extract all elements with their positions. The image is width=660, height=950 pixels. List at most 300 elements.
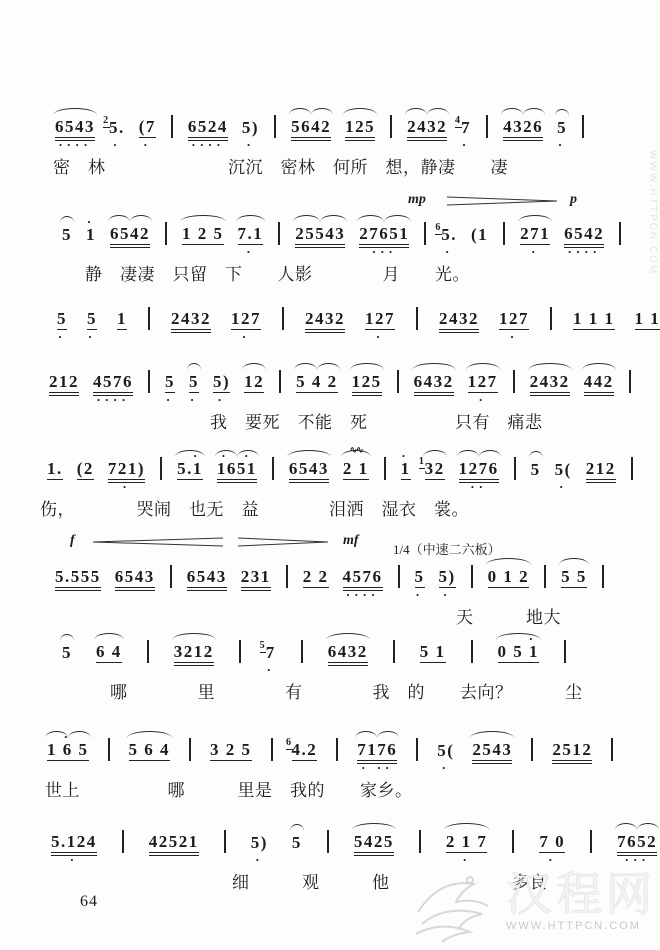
slur-arc — [294, 363, 317, 370]
slur-arc — [326, 633, 370, 640]
lyrics-row: 静 凄凄 只留 下 人影 月 光。 — [85, 265, 470, 284]
slur-arc — [357, 215, 384, 222]
note-digits: 5 — [291, 833, 302, 852]
page-number: 64 — [80, 893, 98, 910]
note-digits: 5 — [530, 460, 541, 479]
slur-arc — [466, 363, 500, 370]
notes-row — [40, 445, 641, 494]
grace-note: 2 — [103, 114, 110, 126]
note-digits: 5425 — [353, 832, 394, 851]
note-group — [182, 225, 224, 245]
barline — [550, 307, 552, 330]
note-digits: 7652 — [617, 832, 658, 851]
octave-dots-below: · — [143, 137, 152, 152]
note-digits: 7.1 — [237, 224, 264, 243]
note-digits: 6543 — [288, 459, 329, 478]
note-group — [414, 373, 454, 393]
octave-dots-below: · — [87, 329, 97, 344]
note-group — [499, 309, 529, 344]
note-digits: 5 — [87, 309, 97, 328]
note-digits: 212 — [585, 459, 616, 478]
note-digits: 5.555 — [55, 567, 101, 586]
barline — [279, 370, 281, 393]
octave-dots-above: · — [401, 448, 410, 463]
note-group — [129, 741, 171, 761]
note-group — [93, 372, 133, 407]
note-digits: 1 2 5 — [182, 224, 224, 243]
note-digits: 125 — [345, 117, 376, 136]
slur-arc — [479, 450, 501, 457]
lyrics-row: 我 要死 不能 死 只有 痛悲 — [210, 413, 543, 432]
note-group — [635, 310, 660, 330]
barline — [148, 307, 150, 330]
note-digits: 1276 — [458, 459, 499, 478]
note-group — [365, 309, 395, 344]
decrescendo-hairpin — [238, 537, 328, 547]
note-digits: 6543 — [55, 117, 95, 136]
octave-dots-below: · — [557, 137, 567, 152]
barline — [631, 457, 633, 480]
note-digits: 5.124 — [51, 832, 97, 851]
octave-dots-above: · — [86, 214, 96, 229]
barline — [619, 222, 621, 245]
note-digits: 6432 — [413, 372, 454, 391]
note-group — [303, 568, 329, 588]
octave-dots-below: · — [255, 852, 264, 867]
note-digits: 5 — [62, 225, 72, 244]
octave-dots-below: · — [462, 852, 471, 867]
barline — [301, 640, 303, 663]
note-digits: 1 1 — [634, 309, 660, 328]
octave-dots-below: · — [266, 662, 275, 677]
slur-arc — [496, 631, 542, 646]
barline — [629, 370, 631, 393]
note-group — [77, 460, 94, 480]
notes-row — [44, 830, 660, 867]
note-digits: 5.1 — [177, 459, 203, 478]
note-group — [62, 644, 72, 663]
score-line — [55, 192, 629, 284]
note-group — [471, 226, 488, 245]
barline — [171, 115, 173, 138]
barline — [564, 640, 566, 663]
note-digits: 2 1 7 — [445, 832, 488, 851]
note-digits: 4576 — [93, 372, 133, 391]
watermark-text — [506, 869, 656, 932]
watermark — [412, 860, 656, 944]
note-digits: 25543 — [295, 224, 346, 243]
slur-arc — [94, 633, 124, 640]
barline — [416, 738, 418, 761]
note-group — [414, 567, 425, 602]
note-digits: 2432 — [529, 372, 570, 391]
note-digits: 127 — [231, 309, 261, 328]
note-digits: 127 — [365, 309, 395, 328]
watermark-site: WWW.HTTPCN.COM — [506, 920, 641, 932]
slur-arc — [53, 108, 97, 115]
barline — [486, 115, 488, 138]
barline — [393, 640, 395, 663]
note-group — [103, 114, 125, 152]
octave-dots-below: · — [189, 392, 199, 407]
octave-dots-below: · — [441, 760, 450, 775]
slur-arc — [60, 634, 74, 641]
octave-dots-below: ···· — [96, 392, 130, 407]
score-line — [48, 114, 592, 177]
barline — [148, 370, 150, 393]
note-digits: 2 1 — [342, 459, 369, 478]
slur-arc — [501, 108, 523, 115]
octave-dots-below: ···· — [345, 587, 380, 602]
octave-dots-below: · — [548, 852, 557, 867]
slur-arc — [237, 450, 259, 457]
slur-arc — [127, 731, 173, 738]
note-group — [292, 834, 302, 853]
barline — [327, 830, 329, 853]
slur-arc — [68, 731, 91, 738]
note-group — [110, 225, 150, 245]
barline — [531, 738, 533, 761]
note-digits: 2432 — [407, 117, 448, 136]
note-digits: 2543 — [472, 740, 513, 759]
note-group — [149, 833, 199, 853]
note-group — [617, 832, 658, 867]
slur-arc — [582, 363, 616, 370]
barline — [165, 222, 167, 245]
barline — [189, 738, 191, 761]
note-digits: 1 — [117, 309, 127, 328]
tempo-marking: 1/4（中速二六板） — [393, 542, 501, 557]
dynamic-marking: f — [70, 533, 75, 548]
barline — [611, 738, 613, 761]
barline — [582, 115, 584, 138]
note-digits: 32 — [424, 459, 445, 478]
score-line — [55, 631, 583, 702]
note-group — [400, 448, 411, 480]
score-line — [50, 307, 660, 344]
note-group — [51, 832, 97, 867]
barline — [384, 457, 386, 480]
octave-dots-below: · — [415, 587, 424, 602]
note-digits: 5 — [189, 372, 199, 391]
note-group — [554, 460, 572, 494]
slur-arc — [215, 450, 237, 457]
octave-dots-below: · — [165, 392, 175, 407]
note-group — [345, 118, 375, 138]
barline — [390, 115, 392, 138]
grace-note: 4 — [455, 114, 462, 126]
note-digits: 3 2 5 — [210, 740, 252, 759]
note-digits: 5 — [557, 118, 568, 137]
slur-arc — [528, 363, 572, 370]
mordent-icon: ∿∿ — [349, 445, 363, 456]
barline — [274, 115, 276, 138]
note-group — [435, 221, 457, 259]
note-group — [216, 448, 257, 480]
note-group — [55, 568, 101, 588]
note-group — [467, 372, 498, 407]
slur-arc — [529, 451, 543, 458]
octave-dots-below: · — [57, 329, 67, 344]
barline — [160, 457, 162, 480]
note-group — [437, 741, 455, 775]
slur-arc — [311, 108, 333, 115]
note-digits: 721) — [107, 459, 146, 478]
note-group — [557, 118, 568, 152]
note-group — [564, 224, 605, 259]
note-group — [488, 568, 530, 588]
slur-arc — [355, 731, 377, 738]
note-group — [342, 445, 369, 480]
note-digits: 5642 — [291, 117, 332, 136]
note-group — [96, 643, 122, 663]
note-group — [531, 461, 541, 480]
note-group — [171, 310, 211, 330]
octave-dots-below: · — [461, 137, 471, 152]
note-digits: 7 — [461, 118, 472, 137]
note-digits: 5. — [441, 225, 457, 244]
slur-arc — [175, 448, 205, 463]
note-group — [530, 373, 570, 393]
note-digits: 212 — [49, 372, 79, 391]
octave-dots-below: ···· — [567, 244, 601, 259]
note-group — [177, 448, 203, 480]
barline — [503, 222, 505, 245]
octave-dots-below: · — [478, 392, 487, 407]
note-digits: 7 — [265, 643, 276, 662]
slur-arc — [555, 109, 569, 116]
note-group — [359, 224, 410, 259]
note-digits: 6542 — [110, 224, 150, 243]
note-group — [115, 568, 155, 588]
note-digits: 6 4 — [96, 642, 122, 661]
note-digits: (2 — [76, 459, 94, 478]
note-digits: 1 — [86, 225, 96, 244]
note-group — [420, 643, 446, 663]
note-group — [352, 373, 382, 393]
score-line — [40, 729, 621, 800]
note-group — [520, 224, 551, 259]
slur-arc — [317, 363, 340, 370]
note-group — [357, 740, 398, 775]
note-digits: 6542 — [564, 224, 605, 243]
barline — [286, 565, 288, 588]
slur-arc — [60, 216, 74, 223]
note-group — [539, 832, 566, 867]
notes-row — [48, 114, 592, 152]
note-group — [87, 309, 97, 344]
note-digits: 7176 — [357, 740, 398, 759]
barline — [544, 565, 546, 588]
notes-row — [42, 370, 639, 407]
slur-arc — [352, 823, 396, 830]
note-group — [561, 568, 587, 588]
dynamic-marking: p — [570, 192, 577, 207]
note-digits: 27651 — [359, 224, 410, 243]
octave-dots-below: ·· — [470, 479, 487, 494]
barline — [271, 738, 273, 761]
note-digits: 5 6 4 — [128, 740, 170, 759]
slur-arc — [287, 450, 331, 457]
note-group — [213, 372, 231, 407]
barline — [239, 640, 241, 663]
slur-arc — [444, 823, 490, 830]
lyrics-row: 世上 哪 里是 我的 家乡。 — [45, 781, 413, 800]
note-group — [259, 639, 276, 677]
notes-row — [40, 729, 621, 775]
barline — [170, 565, 172, 588]
barline — [471, 565, 473, 588]
note-digits: 5) — [213, 372, 231, 391]
note-digits: 2432 — [439, 309, 479, 328]
note-digits: 7 0 — [539, 832, 566, 851]
octave-dots-below: · — [246, 244, 255, 259]
slur-arc — [180, 215, 226, 222]
dynamic-marking: mp — [408, 192, 426, 207]
lyrics-row: 哪 里 有 我 的 去向？ 尘 — [110, 683, 583, 702]
slur-arc — [236, 215, 266, 222]
note-group — [62, 226, 72, 245]
note-group — [241, 568, 271, 588]
slur-arc — [187, 363, 201, 370]
note-group — [286, 737, 318, 761]
grace-note: 1 — [418, 456, 426, 467]
score-line — [48, 533, 612, 627]
note-group — [552, 741, 592, 761]
note-group — [47, 729, 89, 761]
watermark-logo-icon — [412, 860, 504, 944]
note-digits: 1 — [400, 459, 411, 478]
slur-arc — [637, 823, 659, 830]
octave-dots-above: · · — [221, 448, 253, 463]
barline — [122, 830, 124, 853]
slur-arc — [350, 363, 384, 370]
note-digits: 4326 — [503, 117, 544, 136]
notes-row — [55, 214, 629, 259]
barline — [147, 640, 149, 663]
lyrics-row: 天 地大 — [456, 608, 561, 627]
note-group — [187, 117, 228, 152]
octave-dots-below: · — [246, 137, 255, 152]
lyrics-row: 伤， 哭闹 也无 益 泪洒 湿衣 裳。 — [40, 500, 469, 519]
note-digits: 231 — [240, 567, 271, 586]
note-group — [244, 373, 264, 393]
grace-note: 6 — [435, 221, 442, 233]
note-digits: 271 — [520, 224, 551, 243]
note-group — [210, 741, 252, 761]
note-digits: 5. — [109, 118, 125, 137]
octave-dots-below: · — [442, 587, 452, 602]
note-digits: 6543 — [186, 567, 227, 586]
note-group — [342, 567, 383, 602]
barline — [602, 565, 604, 588]
note-digits: 5 4 2 — [296, 372, 338, 391]
note-group — [117, 310, 127, 330]
note-digits: 3212 — [173, 642, 214, 661]
note-group — [291, 118, 331, 138]
grace-note: 6 — [286, 737, 293, 748]
octave-dots-below: · — [241, 329, 251, 344]
score-line — [40, 445, 641, 519]
note-group — [174, 643, 214, 663]
note-group — [497, 631, 540, 663]
barline — [416, 307, 418, 330]
slur-arc — [427, 108, 449, 115]
barline — [513, 370, 515, 393]
notes-row — [50, 307, 660, 344]
octave-dots-below: · — [559, 479, 568, 494]
note-group — [438, 567, 456, 602]
slur-arc — [423, 450, 447, 457]
octave-dots-below: ··· — [371, 244, 397, 259]
note-group — [458, 459, 499, 494]
slur-arc — [290, 824, 304, 831]
slur-arc — [108, 215, 130, 222]
barline — [278, 222, 280, 245]
note-group — [586, 460, 616, 480]
barline — [512, 830, 514, 853]
note-group — [165, 372, 175, 407]
grace-note: 5 — [259, 639, 267, 651]
note-digits: 0 5 1 — [497, 642, 539, 661]
note-group — [584, 373, 614, 393]
note-group — [189, 372, 199, 407]
note-digits: 1. — [47, 459, 63, 478]
decrescendo-hairpin — [447, 196, 557, 206]
note-digits: 2512 — [552, 740, 593, 759]
note-digits: 5 1 — [419, 642, 446, 661]
slur-arc — [343, 108, 377, 115]
slur-arc — [615, 823, 637, 830]
note-digits: 6543 — [114, 567, 155, 586]
note-group — [241, 118, 260, 152]
note-digits: 2432 — [171, 309, 211, 328]
watermark-brand: 汉程网 — [506, 869, 656, 920]
slur-arc — [289, 108, 311, 115]
slur-arc — [172, 633, 216, 640]
note-digits: 442 — [583, 372, 614, 391]
note-digits: 5) — [241, 118, 260, 137]
note-group — [250, 833, 268, 867]
note-digits: 5) — [250, 833, 268, 852]
note-group — [138, 117, 156, 152]
note-digits: 5 — [57, 309, 67, 328]
octave-dots-below: ··· — [624, 852, 650, 867]
note-group — [231, 309, 261, 344]
note-digits: 5( — [554, 460, 572, 479]
notes-row — [48, 565, 612, 602]
note-digits: 6432 — [327, 642, 368, 661]
octave-dots-below: · — [112, 137, 122, 152]
note-digits: 5) — [438, 567, 456, 586]
score-line — [42, 370, 639, 432]
note-group — [86, 214, 96, 245]
note-digits: 5( — [437, 741, 455, 760]
note-digits: 6524 — [187, 117, 228, 136]
note-group — [296, 373, 338, 393]
barline — [282, 307, 284, 330]
barline — [471, 640, 473, 663]
note-digits: 5 — [62, 643, 72, 662]
lyrics-row: 密 林 沉沉 密林 何所 想，静凄 凄 — [53, 158, 508, 177]
dynamic-marking: mf — [343, 533, 359, 548]
note-digits: 2 2 — [302, 567, 329, 586]
barline — [224, 830, 226, 853]
note-group — [439, 310, 479, 330]
barline — [108, 738, 110, 761]
octave-dots-above: · — [499, 631, 537, 646]
note-digits: 4576 — [342, 567, 383, 586]
